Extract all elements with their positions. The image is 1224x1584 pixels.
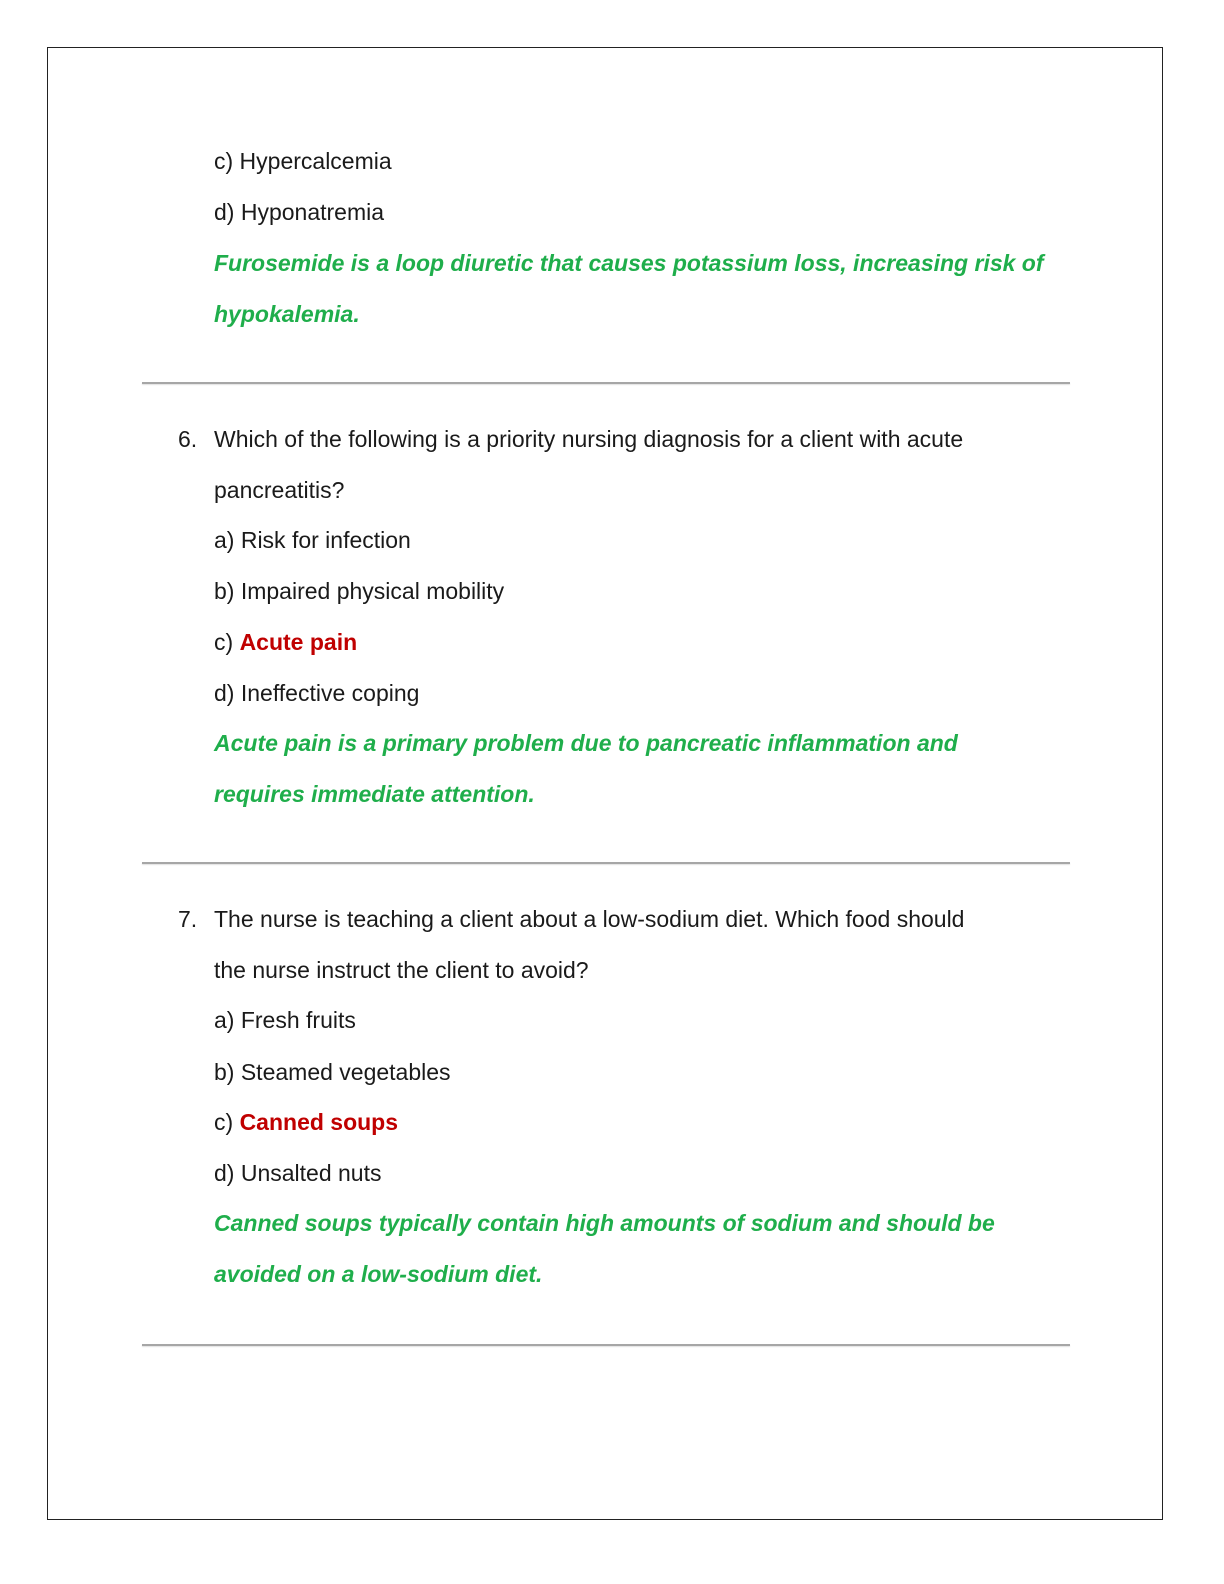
q7-question-line1: The nurse is teaching a client about a low-sodium diet. Which food should: [214, 906, 965, 932]
section-divider: [142, 862, 1070, 864]
q5-option-d: d) Hyponatremia: [214, 199, 385, 225]
q7-option-c-prefix: c): [214, 1109, 240, 1135]
q7-explanation-line1: Canned soups typically contain high amounts of sodium and should be: [214, 1210, 995, 1236]
q6-correct-answer: Acute pain: [239, 629, 358, 655]
q7-explanation-line2: avoided on a low-sodium diet.: [214, 1261, 543, 1287]
q5-explanation-line1: Furosemide is a loop diuretic that causes potassium loss, increasing risk of: [214, 250, 1044, 276]
q7-correct-answer: Canned soups: [239, 1109, 399, 1135]
q5-option-c: c) Hypercalcemia: [214, 148, 392, 174]
q7-question-line2: the nurse instruct the client to avoid?: [214, 957, 589, 983]
q6-number: 6.: [178, 426, 198, 452]
q5-explanation-line2: hypokalemia.: [214, 301, 360, 327]
section-divider: [142, 382, 1070, 384]
q6-option-c-prefix: c): [214, 629, 240, 655]
q6-question-line1: Which of the following is a priority nursing diagnosis for a client with acute: [214, 426, 964, 452]
q6-explanation-line2: requires immediate attention.: [214, 781, 535, 807]
q7-option-a: a) Fresh fruits: [214, 1007, 356, 1033]
q7-option-b: b) Steamed vegetables: [214, 1059, 451, 1085]
q6-option-d: d) Ineffective coping: [214, 680, 420, 706]
q7-option-c: [214, 1107, 398, 1137]
q6-option-c: [214, 627, 357, 657]
q6-question-line2: pancreatitis?: [214, 477, 345, 503]
q7-option-d: d) Unsalted nuts: [214, 1160, 382, 1186]
q7-number: 7.: [178, 906, 198, 932]
q6-option-a: a) Risk for infection: [214, 527, 411, 553]
q6-explanation-line1: Acute pain is a primary problem due to pancreatic inflammation and: [214, 730, 958, 756]
section-divider: [142, 1344, 1070, 1346]
q6-option-b: b) Impaired physical mobility: [214, 578, 505, 604]
